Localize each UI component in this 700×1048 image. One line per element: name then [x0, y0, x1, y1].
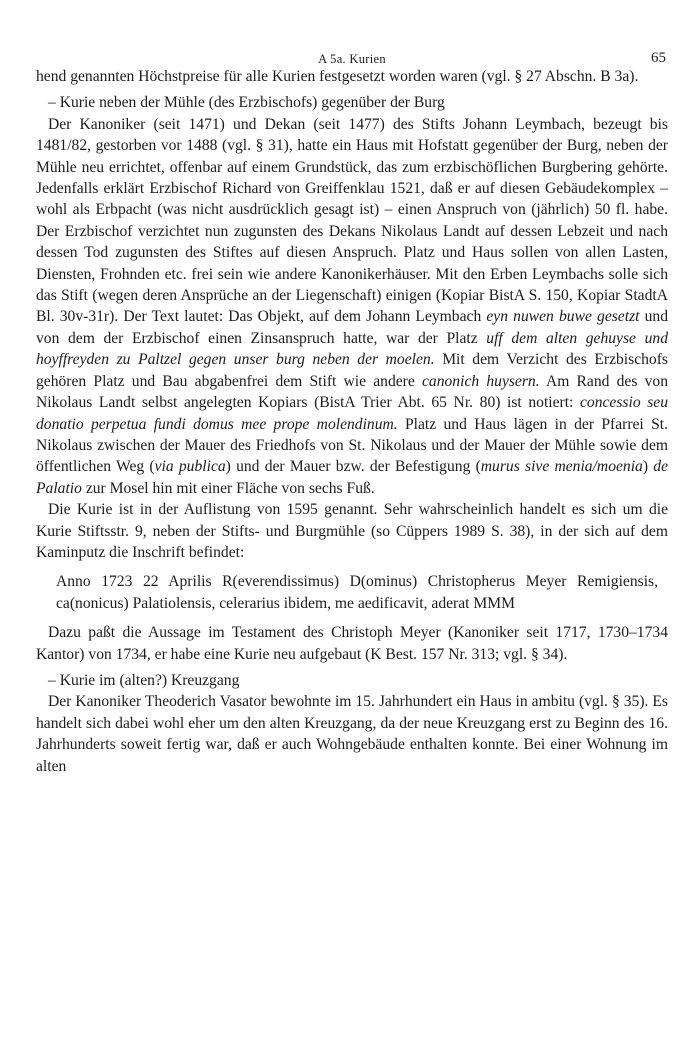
text-segment: zur Mosel hin mit einer Fläche von sechs Fuß. — [81, 479, 375, 497]
page-number: 65 — [651, 50, 666, 66]
text-segment: ) — [642, 458, 654, 476]
text-segment: ) und der Mauer bzw. der Befestigung ( — [225, 458, 481, 476]
latin-quote: via publica — [154, 458, 226, 476]
body-text — [36, 66, 668, 777]
page-header — [36, 0, 668, 66]
latin-quote: concessio seu donatio perpetua fundi domus mee prope molendinum. — [36, 394, 669, 433]
paragraph-vasator: Der Kanoniker Theoderich Vasator bewohnte im 15. Jahrhundert ein Haus in ambitu (vgl. § 35). Es handelt sich dabei wohl eher um den alten Kreuzgang, da der neue Kreuzgang erst zu Beginn des 16. Jahrhunderts soweit fertig war, daß er auch Wohngebäude enthalten konnte. Bei einer Wohnung im alten — [36, 693, 668, 775]
latin-quote: eyn nuwen buwe gesetzt — [486, 308, 640, 326]
text-segment: Der Kanoniker (seit 1471) und Dekan (seit 1477) des Stifts Johann Leymbach, bezeugt bis 1481/82, gestorben vor 1488 (vgl. § 31), hatte ein Haus mit Hofstatt gegenüber der Burg, neben der Mühle neu errichtet, offenbar auf einem Grundstück, das zum erzbischöflichen Burgbering gehörte. Jedenfalls erklärt Erzbischof Richard von Greiffenklau 1521, daß er auf diesen Gebäudekomplex – wohl als Erbpacht (was nicht ausdrücklich gesagt ist) – einen Anspruch von (jährlich) 50 fl. habe. Der Erzbischof verzichtet nun zugunsten des Dekans Nikolaus Landt auf dessen Lebzeit und nach dessen Tod zugunsten des Stiftes auf diesen Anspruch. Platz und Haus sollen von allen Lasten, Diensten, Frohnden etc. frei sein wie andere Kanonikerhäuser. Mit den Erben Leymbachs solle sich das Stift (wegen deren Ansprüche an der Liegenschaft) einigen (Kopiar BistA S. 150, Kopiar StadtA Bl. 30v-31r). Der Text lautet: Das Objekt, auf dem Johann Leymbach — [36, 115, 668, 326]
paragraph-auflistung: Die Kurie ist in der Auflistung von 1595 genannt. Sehr wahrscheinlich handelt es sich um die Kurie Stiftsstr. 9, neben der Stifts- und Burgmühle (so Cüppers 1989 S. 38), in der sich auf dem Kaminputz die Inschrift befindet: — [36, 501, 668, 561]
inscription-quote: Anno 1723 22 Aprilis R(everendissimus) D(ominus) Christopherus Meyer Remigiensis, ca(nonicus) Palatiolensis, celerarius ibidem, me aedificavit, aderat MMM — [56, 573, 658, 612]
text-segment: und von dem der Erzbischof einen Zinsanspruch hatte, war der Platz — [36, 308, 668, 347]
paragraph-testament: Dazu paßt die Aussage im Testament des Christoph Meyer (Kanoniker seit 1717, 1730–1734 Kantor) von 1734, er habe eine Kurie neu aufgebaut (K Best. 157 Nr. 313; vgl. § 34). — [36, 624, 668, 663]
document-page — [36, 0, 668, 777]
text-segment: Platz und Haus lägen in der Pfarrei St. Nikolaus zwischen der Mauer des Friedhofs von St. Nikolaus und der Mauer der Mühle sowie dem öffentlichen Weg ( — [36, 415, 668, 476]
paragraph-leymbach — [36, 114, 668, 499]
text-segment: Mit dem Verzicht des Erzbischofs gehören Platz und Bau abgabenfrei dem Stift wie andere — [36, 351, 668, 390]
latin-quote: de Palatio — [36, 458, 668, 497]
section-heading-kreuzgang: – Kurie im (alten?) Kreuzgang — [48, 671, 240, 689]
latin-quote: murus sive menia/moenia — [480, 458, 643, 476]
latin-quote: canonich huysern. — [422, 372, 540, 390]
section-heading-kurie-muehle: – Kurie neben der Mühle (des Erzbischofs) gegenüber der Burg — [48, 94, 445, 112]
paragraph-continuation: hend genannten Höchstpreise für alle Kurien festgesetzt worden waren (vgl. § 27 Abschn. B 3a). — [36, 68, 639, 85]
latin-quote: uff dem alten gehuyse und hoyffreyden zu Paltzel gegen unser burg neben der moelen. — [36, 329, 668, 369]
running-head: A 5a. Kurien — [318, 52, 386, 66]
text-segment: Am Rand des von Nikolaus Landt selbst angelegten Kopiars (BistA Trier Abt. 65 Nr. 80) ist notiert: — [36, 372, 669, 412]
